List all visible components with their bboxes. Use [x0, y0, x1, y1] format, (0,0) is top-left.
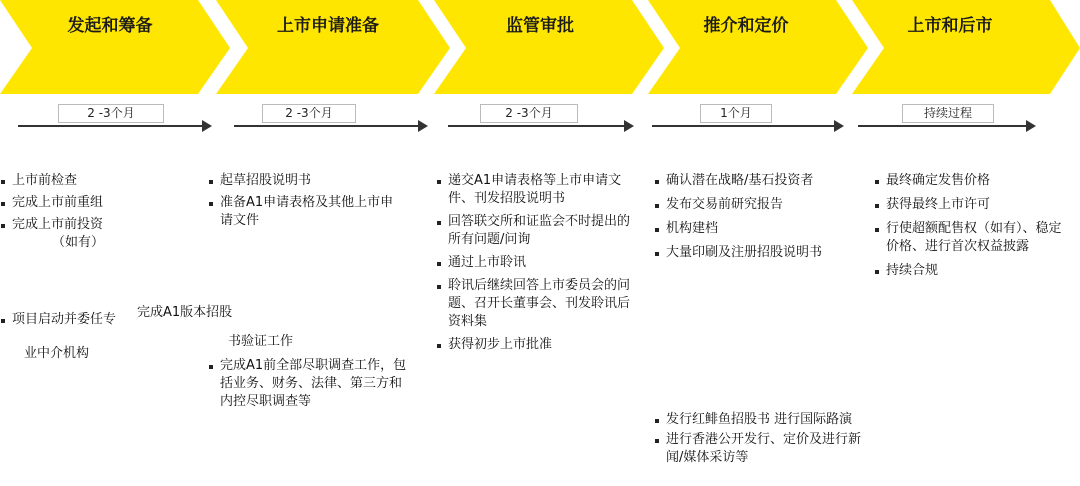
- task-item: 发行红鲱鱼招股书 进行国际路演: [654, 411, 878, 429]
- task-item: 回答联交所和证监会不时提出的所有问题/问询: [436, 213, 640, 249]
- stage-4-late-tasks: [654, 411, 878, 467]
- task-item-continuation: （如有）: [52, 235, 105, 250]
- task-item: 确认潜在战略/基石投资者: [654, 172, 854, 190]
- stage-2-tasks: [208, 172, 398, 230]
- task-item: 机构建档: [654, 220, 854, 238]
- task-item: 完成上市前投资: [0, 216, 200, 234]
- arrow-head-1: [202, 120, 212, 132]
- stage-title-2: 上市申请准备: [277, 16, 379, 36]
- task-item: 进行香港公开发行、定价及进行新闻/媒体采访等: [654, 431, 878, 467]
- task-item: 起草招股说明书: [208, 172, 398, 190]
- task-item: 最终确定发售价格: [874, 172, 1074, 190]
- stage-title-3: 监管审批: [506, 16, 574, 36]
- arrow-head-3: [624, 120, 634, 132]
- task-item: 持续合规: [874, 262, 1074, 280]
- duration-label-3: 2 -3个月: [480, 104, 578, 123]
- duration-label-5: 持续过程: [902, 104, 994, 123]
- task-item: 通过上市聆讯: [436, 254, 640, 272]
- task-item: 递交A1申请表格等上市申请文件、刊发招股说明书: [436, 172, 640, 208]
- timeline-arrow-1: [18, 125, 204, 127]
- arrow-head-2: [418, 120, 428, 132]
- a1-prospectus-task: 完成A1版本招股: [137, 305, 233, 320]
- task-item: 完成上市前重组: [0, 194, 200, 212]
- arrow-head-4: [834, 120, 844, 132]
- timeline-arrow-2: [234, 125, 420, 127]
- duration-label-2: 2 -3个月: [262, 104, 356, 123]
- stage-4-tasks: [654, 172, 854, 262]
- stage-title-5: 上市和后市: [907, 16, 993, 36]
- task-item: 完成A1前全部尽职调查工作，包括业务、财务、法律、第三方和内控尽职调查等: [208, 357, 408, 411]
- duration-label-1: 2 -3个月: [58, 104, 164, 123]
- timeline-arrow-3: [448, 125, 626, 127]
- stage-title-1: 发起和筹备: [67, 16, 153, 36]
- task-item: 获得最终上市许可: [874, 196, 1074, 214]
- task-item: 聆讯后继续回答上市委员会的问题、召开长董事会、刊发聆讯后资料集: [436, 277, 640, 331]
- task-item: 发布交易前研究报告: [654, 196, 854, 214]
- stage-1-tasks: [0, 172, 200, 252]
- timeline-arrow-4: [652, 125, 836, 127]
- task-item: 大量印刷及注册招股说明书: [654, 244, 854, 262]
- arrow-head-5: [1026, 120, 1036, 132]
- timeline-arrow-5: [858, 125, 1030, 127]
- task-item: 上市前检查: [0, 172, 200, 190]
- task-item: 准备A1申请表格及其他上市申请文件: [208, 194, 398, 230]
- duration-label-4: 1个月: [700, 104, 772, 123]
- stage-2-dd-task: [208, 357, 408, 411]
- stage-3-tasks: [436, 172, 640, 354]
- task-item: 行使超额配售权（如有）、稳定价格、进行首次权益披露: [874, 220, 1074, 256]
- task-item: 项目启动并委任专: [0, 311, 140, 329]
- task-item-continuation: 业中介机构: [24, 346, 90, 361]
- stage-title-4: 推介和定价: [703, 16, 789, 36]
- stage-5-tasks: [874, 172, 1074, 280]
- task-item: 获得初步上市批准: [436, 336, 640, 354]
- stage-1-project-task: [0, 311, 140, 329]
- a1-prospectus-task-cont: 书验证工作: [228, 334, 294, 349]
